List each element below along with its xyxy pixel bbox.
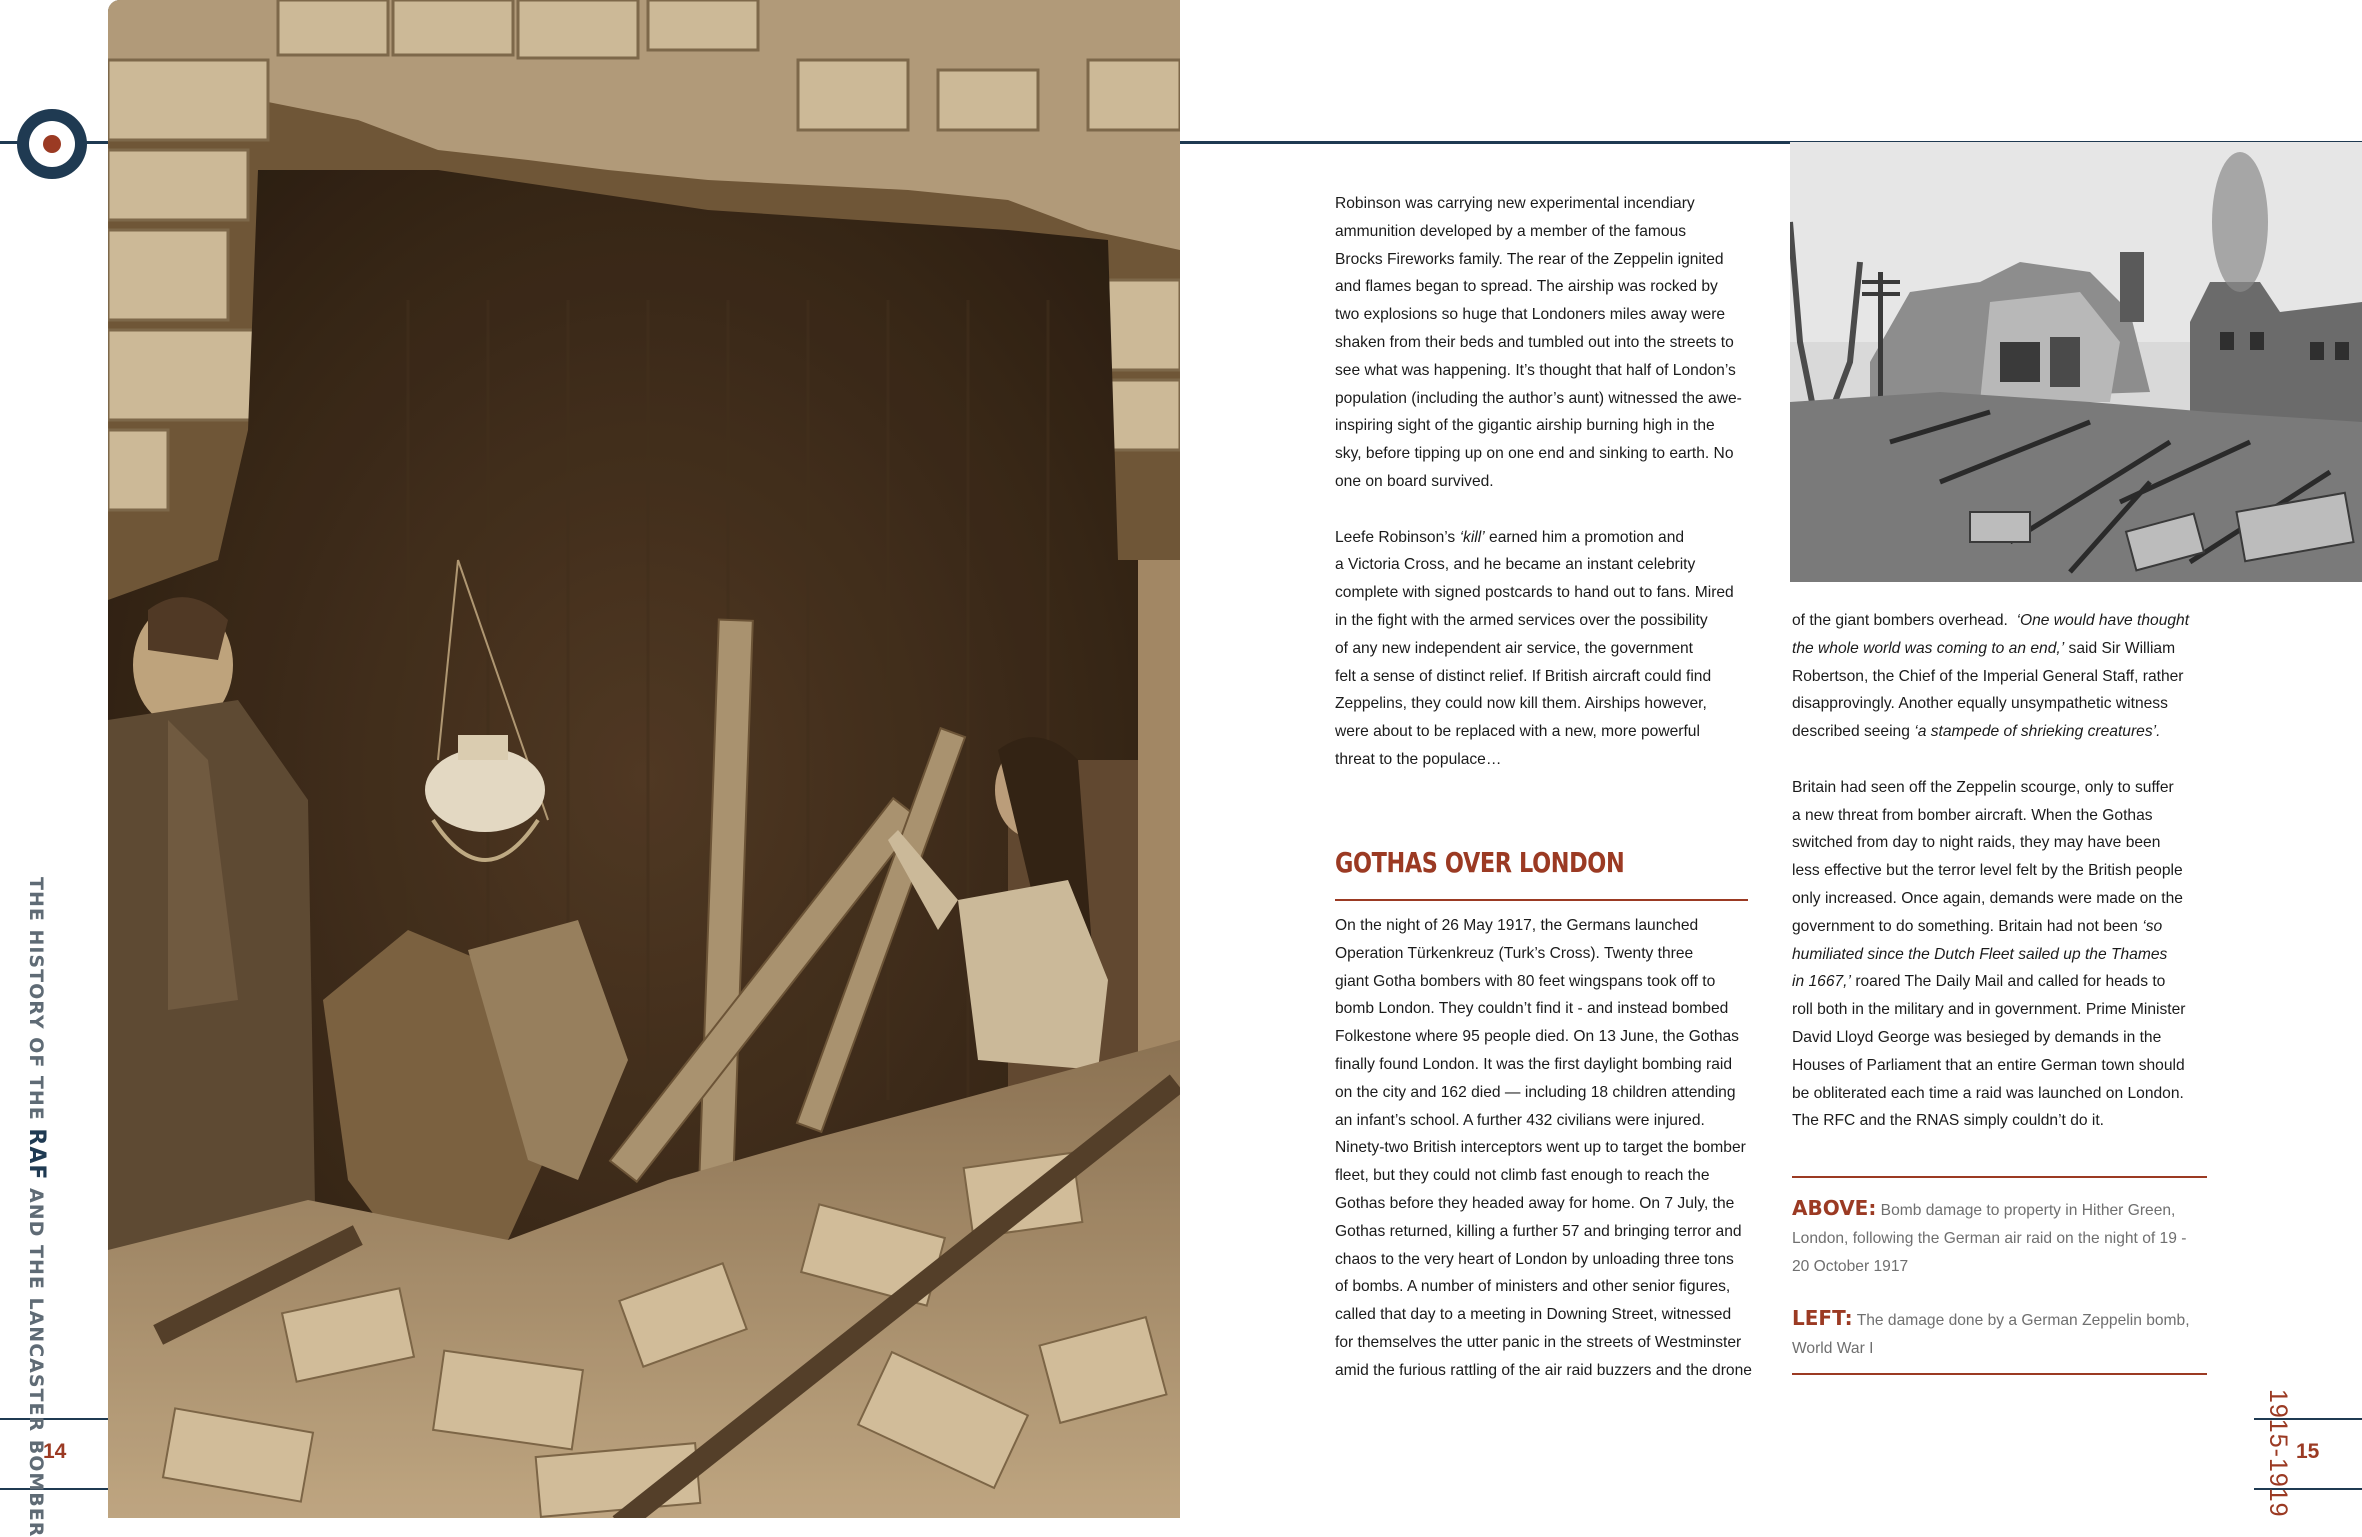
running-title-suffix: AND THE LANCASTER BOMBER xyxy=(25,1188,47,1537)
col1-paragraph-1: Robinson was carrying new experimental incendiary ammunition developed by a member of the famous Brocks Fireworks family. The rear of the Zeppelin ignited and flames began to spread. The airship was rocked by two explosions so huge that Londoners miles away were shaken from their beds and tumbled out into the streets to see what was happening. It’s thought that half of London’s population (including the author’s aunt) witnessed the awe- inspiring sight of the gigantic airship burning high in the sky, before tipping up on one end and sinking to earth. No one on board survived. xyxy=(1335,195,1742,490)
caption-left-label: LEFT: xyxy=(1792,1306,1853,1330)
bw-photo-icon xyxy=(1790,142,2362,582)
chapter-date-range: 1915-1919 xyxy=(2264,1389,2292,1518)
running-title-prefix: THE HISTORY OF THE xyxy=(25,877,47,1121)
col1-paragraph-2: Leefe Robinson’s ‘kill’ earned him a promotion and a Victoria Cross, and he became an instant celebrity complete with signed postcards to hand out to fans. Mired in the fight with the armed services over the possibility of any new independent air service, the government felt a sense of distinct relief. If British aircraft could find Zeppelins, they could now kill them. Airships however, were about to be replaced with a new, more powerful threat to the populace… xyxy=(1335,528,1734,768)
text-column-1-lower xyxy=(1335,912,1755,1385)
section-heading-rule xyxy=(1335,899,1748,901)
page-number-right: 15 xyxy=(2296,1440,2320,1463)
roundel-red-dot xyxy=(43,135,61,153)
caption-rule-top xyxy=(1792,1176,2207,1178)
footer-rule-left-top xyxy=(0,1418,108,1420)
running-title-emphasis: RAF xyxy=(24,1128,49,1181)
caption-rule-bottom xyxy=(1792,1373,2207,1375)
raf-roundel-icon xyxy=(17,109,87,179)
caption-above-label: ABOVE: xyxy=(1792,1196,1877,1220)
text-column-2 xyxy=(1792,607,2212,1135)
caption-above xyxy=(1792,1195,2202,1280)
caption-above-text: Bomb damage to property in Hither Green, London, following the German air raid on the night of 19 - 20 October 1917 xyxy=(1792,1202,2187,1275)
caption-left-text: The damage done by a German Zeppelin bomb, World War I xyxy=(1792,1312,2190,1357)
page-number-left: 14 xyxy=(43,1440,67,1463)
footer-rule-left-bottom xyxy=(0,1488,108,1490)
section-heading: GOTHAS OVER LONDON xyxy=(1335,846,1625,879)
text-column-1 xyxy=(1335,190,1755,774)
sepia-photo-icon xyxy=(108,0,1180,1518)
caption-left xyxy=(1792,1305,2202,1363)
col1-paragraph-3: On the night of 26 May 1917, the Germans launched Operation Türkenkreuz (Turk’s Cross). Twenty three giant Gotha bombers with 80 feet wingspans took off to bomb London. They couldn’t find it - and instead bombed Folkestone where 95 people died. On 13 June, the Gothas finally found London. It was the first daylight bombing raid on the city and 162 died — including 18 children attending an infant’s school. A further 432 civilians were injured. Ninety-two British interceptors went up to target the bomber fleet, but they could not climb fast enough to reach the Gothas before they headed away for home. On 7 July, the Gothas returned, killing a further 57 and bringing terror and chaos to the very heart of London by unloading three tons of bombs. A number of ministers and other senior figures, called that day to a meeting in Downing Street, witnessed for themselves the utter panic in the streets of Westminster amid the furious rattling of the air raid buzzers and the drone xyxy=(1335,917,1752,1379)
running-title xyxy=(24,877,49,1537)
col2-paragraph-1: of the giant bombers overhead. ‘One would have thought the whole world was coming to an end,’ said Sir William Robertson, the Chief of the Imperial General Staff, rather disapprovingly. Another equally unsympathetic witness described seeing ‘a stampede of shrieking creatures’. xyxy=(1792,612,2190,741)
col2-paragraph-2: Britain had seen off the Zeppelin scourge, only to suffer a new threat from bomber aircraft. When the Gothas switched from day to night raids, they may have been less effective but the terror level felt by the British people only increased. Once again, demands were made on the government to do something. Britain had not been ‘so humiliated since the Dutch Fleet sailed up the Thames in 1667,’ roared The Daily Mail and called for heads to roll both in the military and in government. Prime Minister David Lloyd George was besieged by demands in the Houses of Parliament that an entire German town should be obliterated each time a raid was launched on London. The RFC and the RNAS simply couldn’t do it. xyxy=(1792,778,2186,1130)
